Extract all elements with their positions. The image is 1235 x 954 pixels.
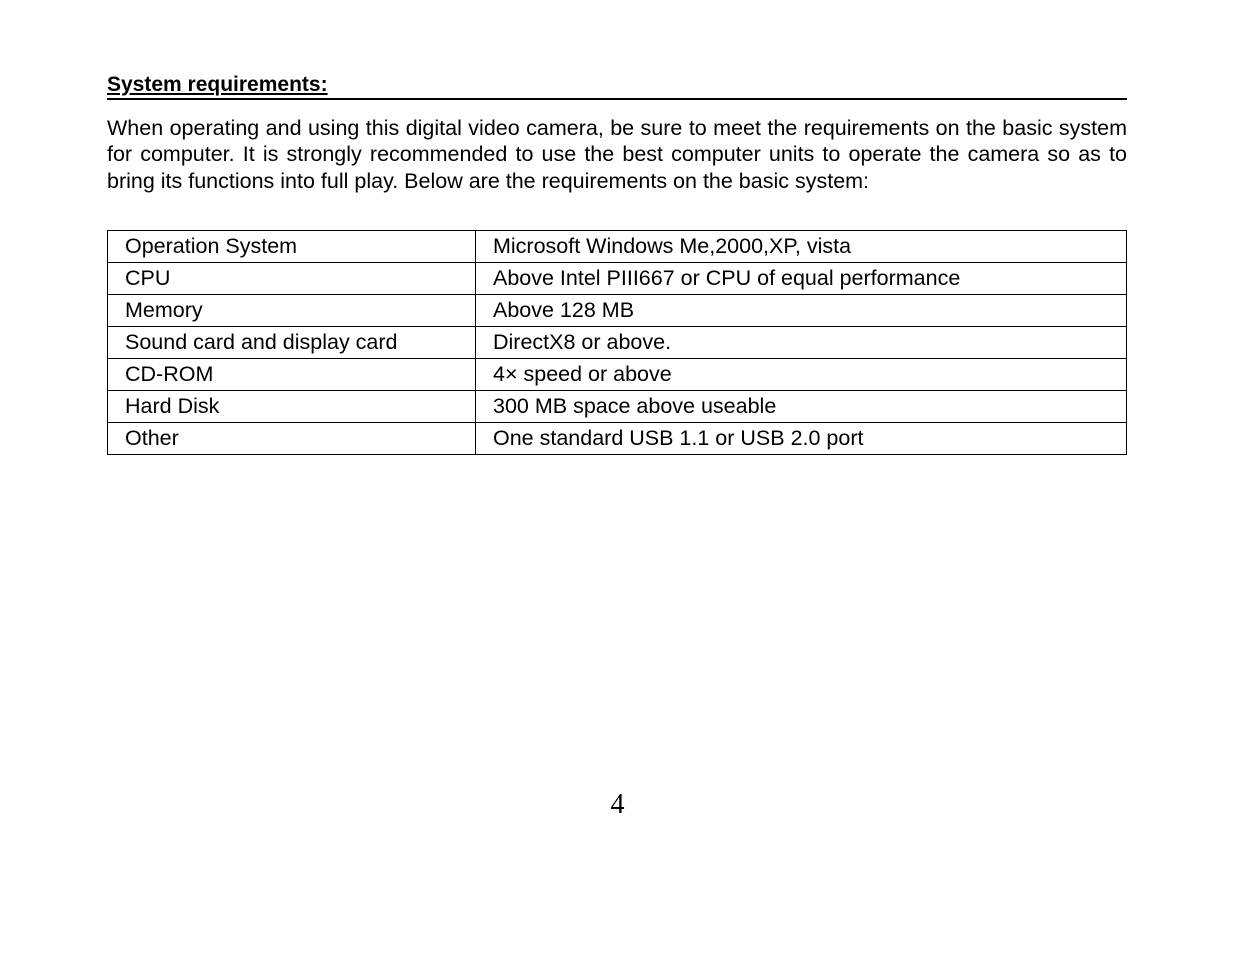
requirement-value: 300 MB space above useable xyxy=(476,391,1127,423)
requirement-value: DirectX8 or above. xyxy=(476,327,1127,359)
table-row xyxy=(108,423,1127,455)
section-heading: System requirements: xyxy=(107,73,328,96)
table-row xyxy=(108,359,1127,391)
page-number: 4 xyxy=(610,789,625,820)
table-row xyxy=(108,391,1127,423)
requirement-value: Above 128 MB xyxy=(476,295,1127,327)
requirement-item: Sound card and display card xyxy=(108,327,476,359)
table-row xyxy=(108,231,1127,263)
table-row xyxy=(108,327,1127,359)
requirement-value: 4× speed or above xyxy=(476,359,1127,391)
requirement-item: Hard Disk xyxy=(108,391,476,423)
requirement-item: CPU xyxy=(108,263,476,295)
requirement-value: One standard USB 1.1 or USB 2.0 port xyxy=(476,423,1127,455)
intro-paragraph: When operating and using this digital video camera, be sure to meet the requirements on the basic system for computer. It is strongly recommended to use the best computer units to operate the camera so as to bring its functions into full play. Below are the requirements on the basic system: xyxy=(107,116,1127,193)
requirements-table xyxy=(107,230,1127,455)
requirement-value: Above Intel PIII667 or CPU of equal performance xyxy=(476,263,1127,295)
table-row xyxy=(108,263,1127,295)
section-heading-rule xyxy=(107,72,1127,100)
requirement-value: Microsoft Windows Me,2000,XP, vista xyxy=(476,231,1127,263)
requirement-item: CD-ROM xyxy=(108,359,476,391)
requirement-item: Operation System xyxy=(108,231,476,263)
table-row xyxy=(108,295,1127,327)
requirement-item: Memory xyxy=(108,295,476,327)
requirement-item: Other xyxy=(108,423,476,455)
